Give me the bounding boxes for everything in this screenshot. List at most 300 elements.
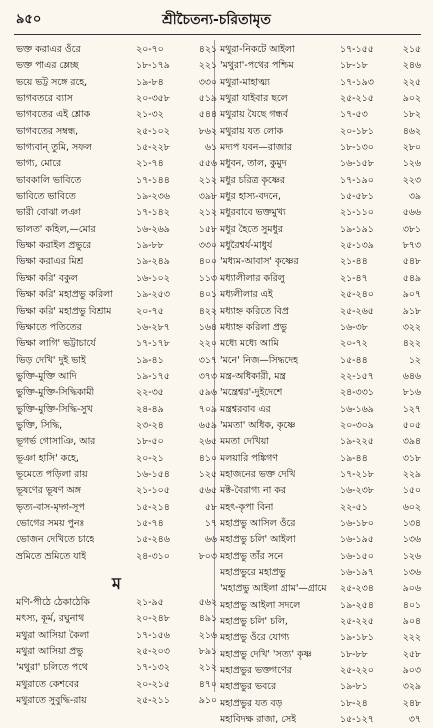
entry-text: ভালত' কহিল,—মোর (16, 223, 96, 235)
entry-reference: ১৭-২১৮ (340, 468, 374, 480)
entry-page-number: ৬১ (204, 142, 217, 154)
entry-page-number: ৮৬২ (198, 125, 217, 137)
entry-reference: ১৭-১৫৬ (136, 629, 170, 641)
entry-text: ভাগ্যবান্ তুমি, সফল (16, 142, 92, 154)
entry-reference: ১৯-৮৪ (136, 76, 164, 88)
index-entry (14, 75, 219, 91)
entry-reference: ২৫-২৬৫ (340, 305, 374, 317)
entry-text: ভুক্তি, সিদ্ধি, (16, 419, 63, 431)
entry-text: মহাপ্রভু দেখি' 'সত্য' কৃষ্ণ (220, 648, 312, 660)
entry-page-number: ২৪৮ (402, 697, 421, 709)
entry-page-number: ৩১৮ (402, 452, 421, 464)
index-entry (14, 156, 219, 172)
page-header (0, 0, 433, 40)
entry-text: মহাপ্রভুর ভক্তগণের (220, 665, 292, 677)
entry-text: ভাগবতের সম্বন্ধ, (16, 125, 79, 137)
entry-text: ভিক্ষাতে পতিতের (16, 321, 82, 333)
entry-reference: ১৯-১৮১ (340, 632, 374, 644)
entry-text: 'মধ্যম-আবাস' কৃষ্ণের (220, 256, 299, 268)
entry-page-number: ২৮০ (402, 142, 421, 154)
right-column (218, 42, 423, 728)
entry-text: ভূঞা হাসি' কহে, (16, 452, 79, 464)
index-entry (14, 58, 219, 74)
index-entry (218, 385, 423, 401)
entry-reference: ১৬-১০২ (136, 272, 170, 284)
entry-text: মদ্যপ যবন—রাজার (220, 142, 292, 154)
entry-page-number: ৮৭৩ (402, 240, 421, 252)
entry-page-number: ২১৬ (198, 629, 217, 641)
entry-text: ভক্ত করাএর ওঁরে (16, 44, 81, 55)
entry-reference: ১৭-১৯৩ (340, 76, 374, 88)
entry-page-number: ৩২৯ (402, 681, 421, 693)
entry-text: মধ্যাহ্ন করিতে বিপ্র (220, 305, 289, 317)
entry-reference: ২০-৩৫৮ (136, 93, 170, 105)
entry-text: মহাপ্রভু আইলা সদলে (220, 599, 301, 611)
index-entry (14, 271, 219, 287)
entry-text: ভুক্তি-মুক্তি-সিদ্ধি-সুখ (16, 403, 93, 415)
entry-text: মন্ত্র-অধিকারী, মন্ত্র (220, 370, 286, 382)
entry-text: মধুর হৈতে সুমধুর (220, 223, 283, 235)
entry-reference: ১৬-১৫৪ (136, 468, 170, 480)
entry-page-number: ৪২২ (402, 338, 421, 350)
entry-reference: ১৯-২৫৪ (340, 599, 374, 611)
entry-text: মধুরবাবে ভক্তমুখ্য (220, 207, 286, 219)
index-entry (218, 320, 423, 336)
index-entry (14, 644, 219, 660)
entry-text: মধ্যলীলার এই (220, 289, 273, 301)
index-entry (218, 124, 423, 140)
index-entry (218, 516, 423, 532)
entry-page-number: ৪১০ (198, 452, 217, 464)
entry-text: মধ্যাহ্ন করিলা প্রভু (220, 321, 287, 333)
entry-reference: ১৯-১৭৫ (136, 370, 170, 382)
entry-page-number: ১৬৪ (198, 321, 217, 333)
entry-page-number: ২২০ (198, 338, 217, 350)
entry-page-number: ৩৯৪ (402, 436, 421, 448)
index-entry (14, 611, 219, 627)
entry-page-number: ৪৬২ (402, 125, 421, 137)
index-entry (14, 500, 219, 516)
running-title: শ্রীচৈতন্য-চরিতামৃত (162, 12, 271, 28)
entry-page-number: ২৪৬ (402, 60, 421, 72)
entry-reference: ১৯-২৫৩ (136, 289, 170, 301)
entry-text: মথুরাতে সুবুদ্ধি-রায় (16, 695, 87, 707)
entry-reference: ১৫-২১৪ (136, 501, 170, 513)
index-entry (218, 189, 423, 205)
entry-page-number: ৩৩০ (198, 240, 217, 252)
entry-reference: ২৫-২৪০ (340, 289, 374, 301)
index-entry (218, 42, 423, 58)
entry-reference: ১৯-২২৫ (340, 436, 374, 448)
entry-text: মহাপ্রভুর যত বড় (220, 697, 283, 709)
index-entry (14, 124, 219, 140)
entry-reference: ১৭-১৪৪ (136, 174, 170, 186)
entry-page-number: ৮০৩ (198, 550, 217, 562)
entry-text: মথুরায় যৈছে গন্ধর্ব (220, 109, 289, 121)
index-entry (218, 156, 423, 172)
entry-reference: ১৭-১৩২ (136, 662, 170, 674)
entry-page-number: ১৩৪ (402, 517, 421, 529)
index-entry (14, 693, 219, 709)
entry-page-number: ৪২২ (198, 305, 217, 317)
entry-page-number: ৪৭০ (198, 678, 217, 690)
entry-page-number: ৮৯১ (198, 646, 217, 658)
index-entry (14, 402, 219, 418)
index-entry (218, 549, 423, 565)
entry-page-number: ৯০২ (402, 93, 421, 105)
entry-reference: ১৬-২৮৭ (136, 321, 170, 333)
index-entry (218, 483, 423, 499)
entry-text: ভূমেতে পড়িলা রায় (16, 468, 88, 480)
index-entry (218, 402, 423, 418)
index-entry (14, 677, 219, 693)
entry-reference: ১৮-১৭৯ (136, 60, 170, 72)
entry-text: ভাগবতরে ব্যাস (16, 93, 73, 105)
entry-text: 'মমতা' অধিক, কৃষ্ণে (220, 419, 296, 431)
index-entry (218, 679, 423, 695)
entry-reference: ১৯-৮১ (340, 681, 368, 693)
entry-reference: ২১-৭৪ (136, 158, 164, 170)
entry-text: ভিক্ষা লাগি' ভট্টাচার্যে (16, 338, 96, 350)
entry-text: ভাগবতের এই শ্লোক (16, 109, 91, 121)
entry-reference: ২২-১৫৭ (340, 370, 374, 382)
entry-text: মধুর হাস্য-বদনে, (220, 191, 282, 203)
index-entry (14, 222, 219, 238)
entry-text: মহাপ্রভু ওঁরে যোগ্য (220, 632, 290, 644)
index-entry (14, 189, 219, 205)
entry-text: মক্ট-বৈরাগ্য না কর (220, 485, 286, 497)
entry-page-number: ১২৬ (402, 158, 421, 170)
entry-reference: ২৪-৩১০ (136, 550, 170, 562)
entry-reference: ১৭-৫৩ (340, 109, 368, 121)
entry-reference: ১৬-৩৮ (340, 321, 368, 333)
index-entry (14, 451, 219, 467)
index-entry (218, 58, 423, 74)
entry-page-number: ৩৭৩ (198, 370, 217, 382)
entry-reference: ১৮-২৪ (340, 697, 368, 709)
index-entry (14, 595, 219, 611)
entry-reference: ১৬-১৬৯ (340, 403, 374, 415)
entry-page-number: ৫৪৮ (402, 256, 421, 268)
entry-text: মধুবন, তাল, কুমুদ (220, 158, 287, 170)
entry-page-number: ১৩৬ (402, 534, 421, 546)
entry-text: মথুরাতে কেশবের (16, 678, 79, 690)
entry-reference: ১৫-৪৪ (340, 354, 368, 366)
entry-page-number: ৯১০ (198, 695, 217, 707)
entry-page-number: ৩৯ (408, 191, 421, 203)
entry-page-number: ৫৬৬ (402, 207, 421, 219)
index-entry (218, 287, 423, 303)
entry-page-number: ৯০৭ (402, 289, 421, 301)
entry-reference: ১৭-১৭৮ (136, 338, 170, 350)
entry-text: ভিক্ষা করি' বকুল (16, 272, 78, 284)
entry-reference: ২৫-২৩৪ (340, 583, 374, 595)
entry-text: ভয়ে ভট্ট সঙ্গে রহে, (16, 76, 88, 88)
entry-text: ভাগ্য, মোরে (16, 158, 62, 170)
entry-reference: ১৬-১৯৭ (340, 567, 374, 578)
index-entry (14, 173, 219, 189)
entry-page-number: ২৫৮ (402, 648, 421, 660)
index-entry (14, 254, 219, 270)
entry-text: ভাবিতে ভাবিতে (16, 191, 76, 203)
entry-page-number: ৫৫৬ (198, 158, 217, 170)
index-entry (218, 304, 423, 320)
entry-text: মধুরৈশ্বর্য-মাধুর্য (220, 240, 273, 252)
entry-page-number: ৭০৯ (198, 403, 217, 415)
entry-reference: ১৫-৭৪ (136, 517, 164, 529)
entry-text: ভিক্ষা করাএর মিশ্র (16, 256, 84, 268)
entry-page-number: ১৫৮ (198, 223, 217, 235)
entry-page-number: ২২১ (198, 60, 217, 72)
entry-text: ভিক্ষা করাইল প্রভুরে (16, 240, 92, 252)
index-entry (14, 532, 219, 548)
entry-text: মণি-পীঠে ঠেকাঠেকি (16, 597, 90, 608)
entry-reference: ২১-৩২ (136, 109, 164, 121)
entry-reference: ১৮-৫০ (136, 436, 164, 448)
index-entry (218, 467, 423, 483)
entry-page-number: ৯০৩ (402, 665, 421, 677)
entry-text: 'মন্ত্রেশ্বর'-দুইদেশে (220, 387, 283, 399)
index-entry (218, 434, 423, 450)
index-entry (218, 500, 423, 516)
entry-page-number: ৪০০ (198, 256, 217, 268)
entry-reference: ২২-৩৫ (136, 387, 164, 399)
entry-text: ভিক্ষা করি' মহাপ্রভু বিশ্রাম (16, 305, 112, 317)
index-entry (218, 532, 423, 548)
index-entry (218, 336, 423, 352)
index-entry (14, 628, 219, 644)
entry-page-number: ৪০১ (402, 599, 421, 611)
entry-text: ভুক্তি-মুক্তি আদি (16, 370, 77, 382)
entry-reference: ১৮-১৮ (340, 60, 368, 72)
index-entry (218, 369, 423, 385)
entry-reference: ২০-৩০৯ (340, 419, 374, 431)
entry-page-number: ১৮২ (402, 109, 421, 121)
index-entry (14, 91, 219, 107)
entry-reference: ২০-১৮১ (340, 125, 374, 137)
entry-text: মথুরায় যত লোক (220, 125, 284, 137)
index-entry (14, 467, 219, 483)
entry-reference: ২০-২১৫ (136, 678, 170, 690)
entry-reference: ২১-৯৫ (136, 597, 164, 608)
entry-page-number: ৫৪৯ (402, 272, 421, 284)
entry-text: মধুর চরিত্র কৃষ্ণের (220, 174, 285, 186)
entry-page-number: ৪২১ (198, 44, 217, 55)
entry-text: ভ্রমিতে ভ্রমিতে যাই (16, 550, 87, 562)
entry-reference: ১৬-২৬৯ (136, 223, 170, 235)
entry-text: মমতা দেখিয়া (220, 436, 269, 448)
index-entry (218, 91, 423, 107)
index-entry (218, 271, 423, 287)
entry-text: ভক্ত পাএর ম্লেচ্ছ (16, 60, 79, 72)
entry-reference: ১৫-৫৮১ (340, 191, 374, 203)
entry-reference: ২০-২১ (136, 452, 164, 464)
entry-page-number: ৬৪৬ (402, 370, 421, 382)
header-rule (14, 34, 421, 35)
entry-page-number: ৫০৫ (402, 419, 421, 431)
section-heading: ম (112, 574, 121, 593)
entry-reference: ২১-৪৪ (340, 256, 368, 268)
entry-text: মৎস্য, কূর্ম, রঘুনাথ (16, 613, 85, 625)
entry-text: 'মনে' নিজ—সিদ্ধদেহ (220, 354, 299, 366)
section-gap (14, 565, 219, 573)
index-entry (218, 222, 423, 238)
entry-reference: ১৭-১৯০ (340, 174, 374, 186)
entry-text: মহাবিদক্ষ রাজা, সেই (220, 714, 297, 726)
entry-page-number: ৯০৬ (402, 583, 421, 595)
index-entry (14, 516, 219, 532)
entry-reference: ১৯-২৩৬ (136, 191, 170, 203)
index-entry (218, 107, 423, 123)
index-entry (14, 336, 219, 352)
entry-text: 'মথুরা' চলিতে পথে (16, 662, 88, 674)
entry-page-number: ২১২ (198, 174, 217, 186)
index-entry (218, 173, 423, 189)
entry-reference: ১৫-২২৮ (136, 142, 170, 154)
entry-text: ভূষণের ভূষণ অঙ্গ (16, 485, 81, 497)
index-entry (218, 598, 423, 614)
entry-text: ভূগর্ভ গোসাঞি, আর (16, 436, 96, 448)
entry-text: ভাবকালি ভাবিতে (16, 174, 82, 186)
index-entry (14, 353, 219, 369)
entry-reference: ২২-৫১ (340, 501, 368, 513)
entry-reference: ১৬-১৫৮ (340, 158, 374, 170)
index-entry (14, 320, 219, 336)
entry-reference: ২৫-২১৫ (340, 93, 374, 105)
entry-reference: ১৯-৪৪ (340, 452, 368, 464)
index-entry (218, 353, 423, 369)
index-entry (14, 369, 219, 385)
entry-text: মথুরা যাইবার ছলে (220, 93, 288, 105)
entry-reference: ১৯-৮৮ (136, 240, 164, 252)
entry-page-number: ৫৬৫ (198, 485, 217, 497)
entry-page-number: ২২৯ (402, 468, 421, 480)
entry-reference: ২১-১১০ (340, 207, 374, 219)
entry-page-number: ২১২ (198, 207, 217, 219)
entry-reference: ১৯-১৯১ (340, 223, 374, 235)
entry-page-number: ২১২ (198, 662, 217, 674)
index-entry (218, 75, 423, 91)
entry-reference: ১৬-১৫০ (340, 550, 374, 562)
entry-text: মহাপ্রভু চলি' আইলা (220, 534, 296, 546)
index-entry (218, 712, 423, 728)
entry-reference: ১৬-১৮০ (340, 517, 374, 529)
index-entry (14, 42, 219, 58)
index-entry (218, 205, 423, 221)
entry-text: ভোজন দেখিতে চাহে (16, 534, 95, 546)
entry-reference: ১৫-১২৭ (340, 714, 374, 726)
entry-text: মহাপ্রভু চলি' চলি, (220, 616, 288, 628)
entry-reference: ২৩-২৪ (136, 419, 164, 431)
index-entry (218, 663, 423, 679)
entry-text: মথুরা আসিয়া কৈলা (16, 629, 90, 641)
entry-page-number: ২৬৫ (198, 436, 217, 448)
entry-page-number: ১৭ (204, 517, 217, 529)
entry-reference: ২৫-২১১ (136, 695, 170, 707)
entry-reference: ১৯-২৪৯ (136, 256, 170, 268)
entry-page-number: ২২৩ (402, 174, 421, 186)
entry-text: মলয়ারি পঙ্কিগণ (220, 452, 278, 464)
entry-reference: ১৬-২৩৮ (340, 485, 374, 497)
entry-reference: ২১-৪৭ (340, 272, 368, 284)
entry-page-number: ২১৫ (402, 44, 421, 55)
entry-text: মহাপ্রভুর ভবরে (220, 681, 277, 693)
entry-text: ভিক্ষা করি' মহাপ্রভু করিলা (16, 289, 113, 301)
index-entry (218, 418, 423, 434)
entry-page-number: ১৫০ (402, 485, 421, 497)
entry-reference: ২৫-১৩৯ (340, 240, 374, 252)
entry-reference: ২০-৭৫ (136, 305, 164, 317)
index-entry (14, 549, 219, 565)
entry-reference: ১৬-১৯৫ (340, 534, 374, 546)
entry-page-number: ৩৭ (408, 714, 421, 726)
entry-reference: ১৯-৪১ (136, 354, 164, 366)
index-entry (218, 581, 423, 597)
index-entry (218, 647, 423, 663)
entry-text: মথুরা-মাহাত্ম্য (220, 76, 270, 88)
entry-reference: ২৫-২২০ (340, 665, 374, 677)
index-entry (218, 254, 423, 270)
entry-reference: ২০-৭২ (340, 338, 368, 350)
entry-page-number: ৩২২ (402, 321, 421, 333)
index-entry (14, 418, 219, 434)
entry-page-number: ৩৩০ (198, 76, 217, 88)
entry-page-number: ২২৫ (402, 76, 421, 88)
index-entry (14, 287, 219, 303)
index-entry (218, 630, 423, 646)
entry-page-number: ১২ (408, 354, 421, 366)
entry-page-number: ৫৮ (204, 501, 217, 513)
entry-text: 'মথুরা'-পথের পশ্চিম (220, 60, 294, 72)
index-entry (218, 614, 423, 630)
page-number: ৯৫০ (16, 12, 42, 27)
index-entry (14, 304, 219, 320)
entry-text: ভিড় দেখি' দুই ভাই (16, 354, 86, 366)
entry-reference: ২৫-২২৫ (340, 616, 374, 628)
index-entry (218, 565, 423, 581)
entry-reference: ১৭-১৪২ (136, 207, 170, 219)
entry-page-number: ৫৬২ (198, 597, 217, 608)
index-entry (218, 696, 423, 712)
index-entry (218, 140, 423, 156)
entry-reference: ১৮-১৩০ (340, 142, 374, 154)
entry-page-number: ৫৯৬ (198, 387, 217, 399)
index-entry (14, 140, 219, 156)
entry-reference: ২৪-৪৯ (136, 403, 164, 415)
entry-text: মহাজনের ভক্ত দেখি (220, 468, 296, 480)
index-entry (14, 483, 219, 499)
index-entry (14, 205, 219, 221)
entry-page-number: ৫৪৪ (198, 109, 217, 121)
entry-text: মহাপ্রভুরে মহাপ্রভু (220, 567, 286, 578)
entry-reference: ১৫-২৪৬ (136, 534, 170, 546)
entry-page-number: ১৩৬ (402, 567, 421, 578)
entry-page-number: ৩৯৮ (198, 191, 217, 203)
entry-page-number: ৫১৯ (198, 93, 217, 105)
entry-page-number: ১২৬ (402, 550, 421, 562)
entry-text: ভোগের সময় পুনঃ (16, 517, 85, 529)
entry-text: মহাপ্রভু আসিল ওঁরে (220, 517, 296, 529)
entry-text: 'মহাপ্রভু আইলা গ্রাম'—গ্রামে (220, 583, 327, 595)
entry-page-number: ৩১৭ (198, 354, 217, 366)
entry-page-number: ১২৭ (402, 403, 421, 415)
entry-page-number: ৯১৮ (402, 305, 421, 317)
entry-reference: ১৮-৮৮ (340, 648, 368, 660)
entry-page-number: ৬০২ (402, 501, 421, 513)
index-entry (14, 107, 219, 123)
index-entry (14, 660, 219, 676)
entry-reference: ২০-৭০ (136, 44, 164, 55)
